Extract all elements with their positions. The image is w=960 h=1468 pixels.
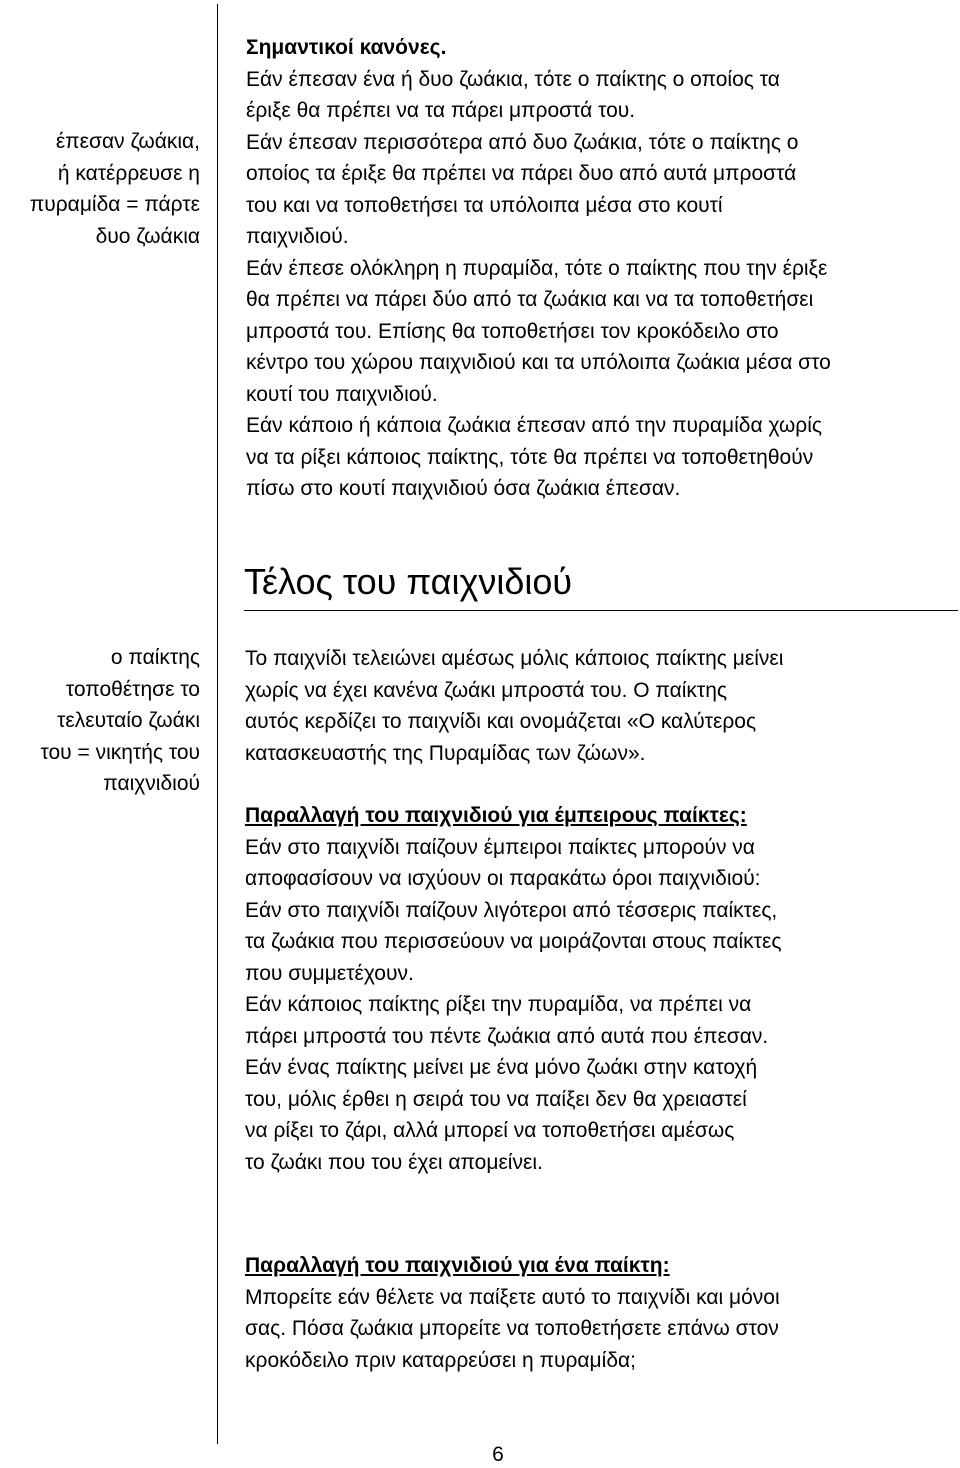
expert-line: πάρει μπροστά του πέντε ζωάκια από αυτά που έπεσαν. [245, 1024, 769, 1048]
rules-line: παιχνιδιού. [246, 225, 349, 248]
expert-line: Εάν ένας παίκτης μείνει με ένα μόνο ζωάκι στην κατοχή [245, 1056, 758, 1079]
important-rules [246, 32, 960, 505]
rules-line: μπροστά του. Επίσης θα τοποθετήσει τον κροκόδειλο στο [246, 319, 779, 343]
rules-line: κέντρο του χώρου παιχνιδιού και τα υπόλοιπα ζωάκια μέσα στο [246, 351, 831, 374]
rules-line: έριξε θα πρέπει να τα πάρει μπροστά του. [246, 99, 636, 122]
rules-heading: Σημαντικοί κανόνες. [246, 36, 447, 59]
rules-line: πίσω στο κουτί παιχνιδιού όσα ζωάκια έπεσαν. [246, 477, 681, 500]
solo-line: Μπορείτε εάν θέλετε να παίξετε αυτό το παιχνίδι και μόνοι [245, 1285, 780, 1309]
expert-line: που συμμετέχουν. [245, 961, 414, 985]
end-line: αυτός κερδίζει το παιχνίδι και ονομάζεται «Ο καλύτερος [245, 710, 757, 733]
rules-line: Εάν έπεσαν ένα ή δυο ζωάκια, τότε ο παίκτης ο οποίος τα [246, 67, 780, 91]
end-of-game-text [245, 643, 885, 769]
rules-line: κουτί του παιχνιδιού. [246, 382, 438, 406]
rules-line: να τα ρίξει κάποιος παίκτης, τότε θα πρέπει να τοποθετηθούν [246, 445, 814, 469]
side-note-line: δυο ζωάκια [95, 224, 200, 248]
side-note-winner [0, 642, 200, 800]
rules-line: του και να τοποθετήσει τα υπόλοιπα μέσα στο κουτί [246, 193, 723, 217]
end-line: κατασκευαστής της Πυραμίδας των ζώων». [245, 741, 646, 765]
solo-variant-heading: Παραλλαγή του παιχνιδιού για ένα παίκτη: [245, 1254, 670, 1277]
column-divider [217, 4, 218, 1444]
expert-line: Εάν στο παιχνίδι παίζουν λιγότεροι από τέσσερις παίκτες, [245, 898, 778, 922]
end-line: Το παιχνίδι τελειώνει αμέσως μόλις κάποιος παίκτης μείνει [245, 647, 784, 670]
expert-line: τα ζωάκια που περισσεύουν να μοιράζονται στους παίκτες [245, 930, 782, 953]
side-note-line: τοποθέτησε το [65, 677, 200, 701]
solo-line: σας. Πόσα ζωάκια μπορείτε να τοποθετήσετε επάνω στον [245, 1317, 779, 1340]
section-title-end-of-game: Τέλος του παιχνιδιού [244, 558, 958, 611]
expert-variant-heading: Παραλλαγή του παιχνιδιού για έμπειρους παίκτες: [245, 804, 747, 827]
side-note-line: ο παίκτης [110, 646, 200, 669]
rules-line: θα πρέπει να πάρει δύο από τα ζωάκια και να τα τοποθετήσει [246, 288, 814, 311]
side-note-line: παιχνιδιού [103, 772, 200, 795]
rules-line: Εάν έπεσε ολόκληρη η πυραμίδα, τότε ο παίκτης που την έριξε [246, 256, 828, 280]
rules-line: Εάν έπεσαν περισσότερα από δυο ζωάκια, τότε ο παίκτης ο [246, 130, 799, 154]
rules-line: οποίος τα έριξε θα πρέπει να πάρει δυο από αυτά μπροστά [246, 162, 797, 185]
expert-line: Εάν στο παιχνίδι παίζουν έμπειροι παίκτες μπορούν να [245, 835, 755, 859]
rules-line: Εάν κάποιο ή κάποια ζωάκια έπεσαν από την πυραμίδα χωρίς [246, 414, 823, 437]
solo-variant [245, 1250, 935, 1376]
side-note-line: ή κατέρρευσε η [57, 161, 200, 185]
side-note-collapse [0, 126, 200, 252]
side-note-line: πυραμίδα = πάρτε [29, 193, 200, 216]
page-number: 6 [492, 1443, 504, 1466]
expert-line: αποφασίσουν να ισχύουν οι παρακάτω όροι παιχνιδιού: [245, 867, 761, 890]
side-note-line: του = νικητής του [40, 740, 200, 764]
expert-line: το ζωάκι που του έχει απομείνει. [245, 1150, 543, 1174]
side-note-line: έπεσαν ζωάκια, [55, 130, 200, 153]
expert-line: Εάν κάποιος παίκτης ρίξει την πυραμίδα, να πρέπει να [245, 993, 752, 1016]
solo-line: κροκόδειλο πριν καταρρεύσει η πυραμίδα; [245, 1348, 636, 1372]
end-line: χωρίς να έχει κανένα ζωάκι μπροστά του. Ο παίκτης [245, 678, 727, 702]
expert-variant [245, 800, 935, 1178]
side-note-line: τελευταίο ζωάκι [57, 709, 200, 732]
expert-line: του, μόλις έρθει η σειρά του να παίξει δεν θα χρειαστεί [245, 1087, 747, 1111]
expert-line: να ρίξει το ζάρι, αλλά μπορεί να τοποθετήσει αμέσως [245, 1119, 735, 1142]
